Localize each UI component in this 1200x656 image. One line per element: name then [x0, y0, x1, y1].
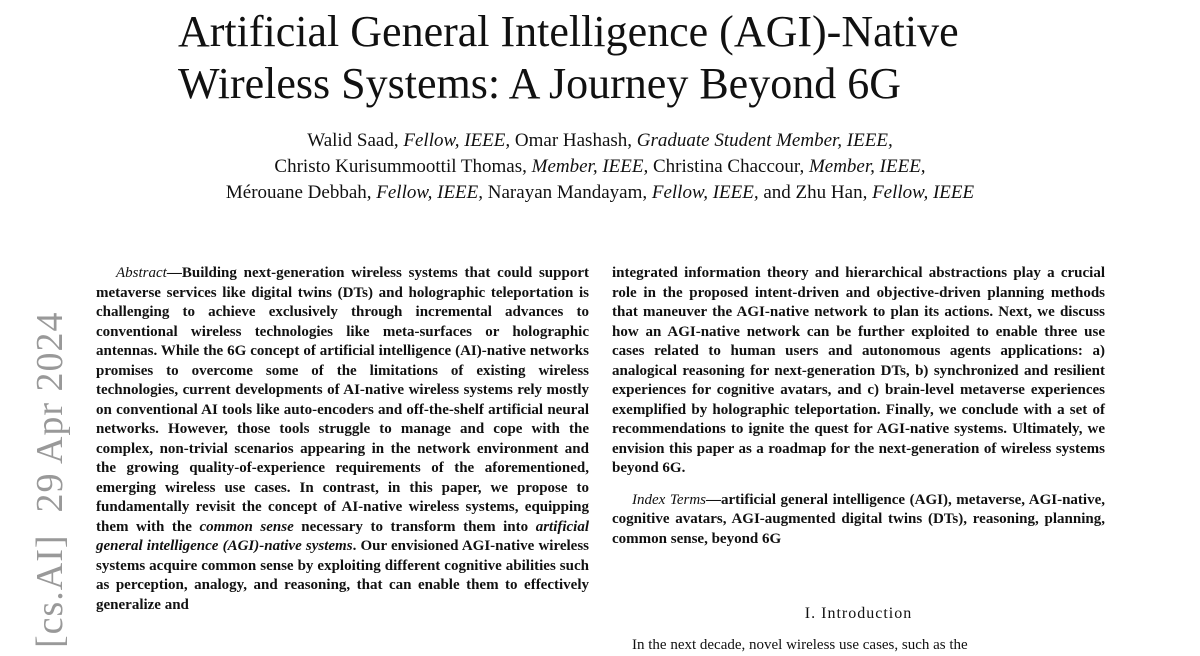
author-affiliation: Graduate Student Member, IEEE, — [636, 130, 893, 151]
abstract-text: . Our envisioned AGI-native wireless systems acquire common sense by exploiting different cognitive abilities such as perception, analogy, and reasoning, that can enable them to effectively generalize and — [96, 538, 589, 613]
author-affiliation: Fellow, IEEE, — [376, 182, 484, 203]
index-terms-label: Index Terms — [632, 491, 707, 508]
index-terms — [612, 491, 1105, 550]
abstract-column-right — [612, 264, 1105, 549]
abstract-column-left — [96, 264, 589, 615]
arxiv-category: [cs.AI] — [29, 534, 71, 648]
intro-first-line: In the next decade, novel wireless use cases, such as the — [632, 637, 968, 653]
index-terms-dash: — — [706, 491, 722, 508]
abstract-dash: — — [166, 265, 182, 281]
author-affiliation: Fellow, IEEE — [872, 182, 975, 203]
abstract-label: Abstract — [116, 265, 167, 281]
author-affiliation: Member, IEEE, — [808, 156, 926, 177]
abstract-paragraph — [96, 264, 589, 615]
abstract-emphasis: common sense — [199, 518, 294, 535]
author-line-2 — [100, 154, 1100, 180]
author-affiliation: Fellow, IEEE, — [651, 182, 759, 203]
section-heading: I. Introduction — [804, 605, 913, 622]
author-name: Christina Chaccour, — [653, 156, 805, 177]
abstract-text: necessary to transform them into — [293, 518, 536, 535]
index-terms-text: artificial general intelligence (AGI), metaverse, AGI-native, cognitive avatars, AGI-augmented digital twins (DTs), reasoning, planning, common sense, beyond 6G — [612, 491, 1105, 547]
paper-title — [178, 6, 1038, 110]
author-name: Omar Hashash, — [514, 130, 633, 151]
author-name: Walid Saad, — [307, 130, 399, 151]
author-name: Christo Kurisummoottil Thomas, — [274, 156, 527, 177]
author-name: Mérouane Debbah, — [225, 182, 372, 203]
author-name: and Zhu Han, — [763, 182, 868, 203]
paper-title-line2: Wireless Systems: A Journey Beyond 6G — [178, 59, 901, 108]
arxiv-date: 29 Apr 2024 — [29, 311, 71, 513]
author-name: Narayan Mandayam, — [487, 182, 648, 203]
abstract-text: Building next-generation wireless systems that could support metaverse services like digital twins (DTs) and holographic teleportation is challenging to achieve exclusively through incremental advances to conventional wireless technologies like meta-surfaces or holographic antennas. While the 6G concept of artificial intelligence (AI)-native networks promises to overcome some of the limitations of existing wireless technologies, current developments of AI-native wireless systems rely mostly on conventional AI tools like auto-encoders and off-the-shelf artificial neural networks. However, those tools struggle to manage and cope with the complex, non-trivial scenarios appearing in the network environment and the growing quality-of-experience requirements of the aforementioned, emerging wireless use cases. In contrast, in this paper, we propose to fundamentally revisit the concept of AI-native wireless systems, equipping them with the — [96, 265, 589, 535]
arxiv-watermark — [28, 311, 72, 648]
author-line-1 — [100, 128, 1100, 154]
abstract-emphasis: artificial general intelligence (AGI)-native systems — [96, 518, 590, 554]
author-list — [100, 128, 1100, 206]
author-affiliation: Member, IEEE, — [531, 156, 649, 177]
author-line-3 — [100, 180, 1100, 206]
abstract-continued: integrated information theory and hierarchical abstractions play a crucial role in the proposed intent-driven and objective-driven planning methods that maneuver the AGI-native network to plan its actions. Next, we discuss how an AGI-native network can be further exploited to enable three use cases related to human users and autonomous agents applications: a) analogical reasoning for next-generation DTs, b) synchronized and resilient experiences for cognitive avatars, and c) brain-level metaverse experiences exemplified by holographic teleportation. Finally, we conclude with a set of recommendations to ignite the quest for AGI-native systems. Ultimately, we envision this paper as a roadmap for the next-generation of wireless systems beyond 6G. — [612, 265, 1105, 476]
paper-title-line1: Artificial General Intelligence (AGI)-Native — [178, 7, 959, 56]
author-affiliation: Fellow, IEEE, — [403, 130, 511, 151]
